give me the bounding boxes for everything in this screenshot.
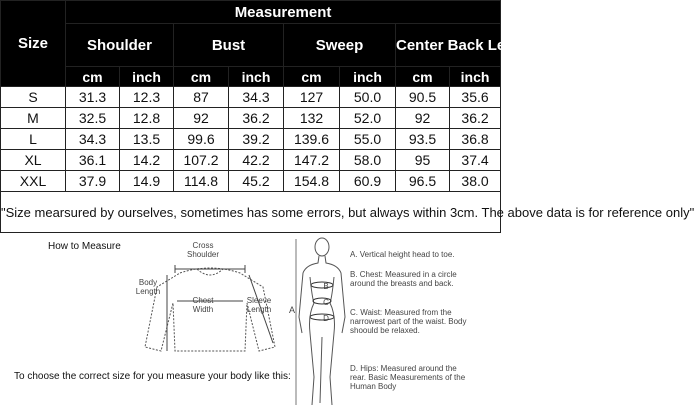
table-cell: 13.5 [120, 129, 174, 150]
unit-header: inch [340, 67, 396, 87]
table-cell: 93.5 [396, 129, 450, 150]
table-row [1, 129, 501, 150]
table-cell: 52.0 [340, 108, 396, 129]
table-cell: 99.6 [174, 129, 229, 150]
legend-hips: D. Hips: Measured around the rear. Basic Measurements of the Human Body [350, 364, 466, 391]
legend-chest: B. Chest: Measured in a circle around the breasts and back. [350, 270, 457, 288]
table-cell: 37.9 [66, 171, 120, 192]
letter-d-label: D [323, 314, 329, 323]
unit-header: inch [120, 67, 174, 87]
table-cell: 95 [396, 150, 450, 171]
letter-a-label: A [288, 305, 295, 315]
table-row [1, 87, 501, 108]
size-cell: M [1, 108, 66, 129]
table-cell: 39.2 [229, 129, 284, 150]
unit-header: inch [229, 67, 284, 87]
table-cell: 154.8 [284, 171, 340, 192]
body-figure-diagram [290, 237, 350, 407]
table-cell: 36.2 [229, 108, 284, 129]
table-cell: 34.3 [229, 87, 284, 108]
unit-header: inch [450, 67, 501, 87]
table-row [1, 108, 501, 129]
table-cell: 37.4 [450, 150, 501, 171]
table-cell: 14.9 [120, 171, 174, 192]
table-cell: 12.3 [120, 87, 174, 108]
bust-header: Bust [174, 24, 284, 67]
size-cell: XXL [1, 171, 66, 192]
table-cell: 31.3 [66, 87, 120, 108]
cross-shoulder-label: Cross Shoulder [186, 241, 220, 259]
size-header: Size [1, 1, 66, 87]
measurement-header: Measurement [66, 1, 501, 24]
size-disclaimer-note: "Size mearsured by ourselves, sometimes has some errors, but always within 3cm. The above data is for reference only" [1, 192, 501, 233]
table-cell: 36.1 [66, 150, 120, 171]
table-cell: 55.0 [340, 129, 396, 150]
sweep-header: Sweep [284, 24, 396, 67]
size-cell: S [1, 87, 66, 108]
table-cell: 14.2 [120, 150, 174, 171]
table-cell: 35.6 [450, 87, 501, 108]
table-cell: 90.5 [396, 87, 450, 108]
table-cell: 45.2 [229, 171, 284, 192]
unit-header: cm [284, 67, 340, 87]
table-row [1, 150, 501, 171]
table-cell: 92 [396, 108, 450, 129]
legend-waist: C. Waist: Measured from the narrowest part of the waist. Body shoould be relaxed. [350, 308, 467, 335]
size-cell: XL [1, 150, 66, 171]
table-cell: 36.2 [450, 108, 501, 129]
choose-size-instruction: To choose the correct size for you measure your body like this: [14, 371, 291, 382]
table-cell: 60.9 [340, 171, 396, 192]
table-cell: 58.0 [340, 150, 396, 171]
table-cell: 96.5 [396, 171, 450, 192]
letter-c-label: C [323, 298, 329, 307]
table-cell: 127 [284, 87, 340, 108]
chest-width-label: Chest Width [192, 296, 214, 314]
table-cell: 36.8 [450, 129, 501, 150]
table-cell: 32.5 [66, 108, 120, 129]
body-length-label: Body Length [135, 278, 161, 296]
unit-header: cm [66, 67, 120, 87]
legend-height: A. Vertical height head to toe. [350, 250, 455, 259]
size-cell: L [1, 129, 66, 150]
table-cell: 12.8 [120, 108, 174, 129]
center-back-length-header: Center Back Length [396, 24, 501, 67]
table-row [1, 171, 501, 192]
table-cell: 114.8 [174, 171, 229, 192]
unit-header: cm [396, 67, 450, 87]
letter-b-label: B [323, 282, 329, 291]
unit-header: cm [174, 67, 229, 87]
table-cell: 107.2 [174, 150, 229, 171]
table-cell: 132 [284, 108, 340, 129]
table-cell: 50.0 [340, 87, 396, 108]
table-cell: 87 [174, 87, 229, 108]
table-cell: 34.3 [66, 129, 120, 150]
how-to-measure-title: How to Measure [48, 241, 121, 252]
table-cell: 38.0 [450, 171, 501, 192]
table-cell: 139.6 [284, 129, 340, 150]
table-cell: 42.2 [229, 150, 284, 171]
table-cell: 147.2 [284, 150, 340, 171]
table-cell: 92 [174, 108, 229, 129]
sleeve-length-label: Sleeve Length [246, 296, 272, 314]
shoulder-header: Shoulder [66, 24, 174, 67]
